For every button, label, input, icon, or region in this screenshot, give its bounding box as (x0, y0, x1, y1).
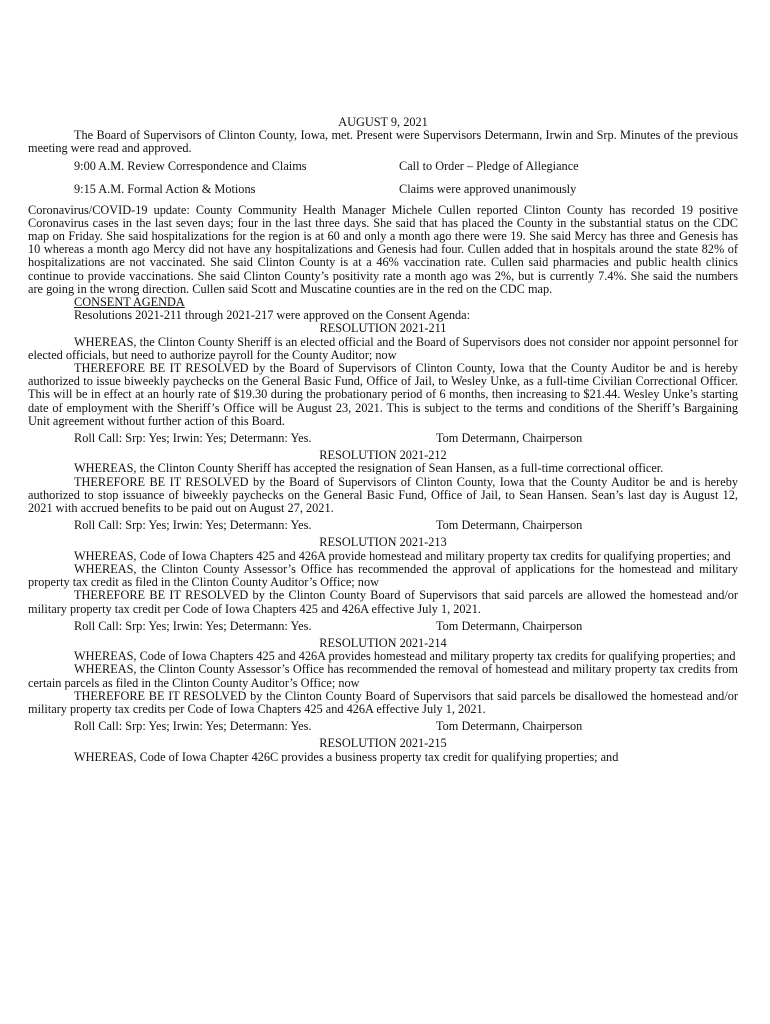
roll-call-line (28, 720, 738, 733)
resolution-paragraph: WHEREAS, the Clinton County Assessor’s Office has recommended the approval of applications for the homestead and military property tax credit as filed in the Clinton County Auditor’s Office; now (28, 561, 738, 590)
resolution-paragraph: THEREFORE BE IT RESOLVED by the Board of Supervisors of Clinton County, Iowa that the County Auditor be and is hereby authorized to stop issuance of biweekly paychecks on the General Basic Fund, Office of Jail, to Sean Hansen. Sean’s last day is August 12, 2021 with accrued benefits to be paid out on August 27, 2021. (28, 474, 738, 516)
intro-paragraph: The Board of Supervisors of Clinton County, Iowa, met. Present were Supervisors Determann, Irwin and Srp. Minutes of the previous meeting were read and approved. (28, 128, 738, 156)
resolution-paragraph: THEREFORE BE IT RESOLVED by the Board of Supervisors of Clinton County, Iowa that the County Auditor be and is hereby authorized to issue biweekly paychecks on the General Basic Fund, Office of Jail, to Wesley Unke, as a full-time Civilian Correctional Officer. This will be in effect at an hourly rate of $19.30 during the probationary period of 6 months, then increasing to $21.44. Wesley Unke’s starting date of employment with the Sheriff’s Office will be August 23, 2021. This is subject to the terms and conditions of the Sheriff’s Bargaining Unit agreement without further action of this Board. (28, 361, 738, 428)
agenda-time: 9:00 A.M. Review Correspondence and Claims (74, 158, 307, 173)
resolution-paragraph: WHEREAS, the Clinton County Assessor’s Office has recommended the removal of homestead and military property tax credits from certain parcels as filed in the Clinton County Auditor’s Office; now (28, 662, 738, 690)
chairperson: Tom Determann, Chairperson (436, 518, 583, 533)
chairperson: Tom Determann, Chairperson (436, 618, 583, 633)
minutes-body (28, 116, 738, 764)
resolution-paragraph: THEREFORE BE IT RESOLVED by the Clinton County Board of Supervisors that said parcels are allowed the homestead and/or military property tax credit per Code of Iowa Chapters 425 and 426A effective July 1, 2021. (28, 588, 738, 616)
resolution-paragraph: THEREFORE BE IT RESOLVED by the Clinton County Board of Supervisors that said parcels be disallowed the homestead and/or military property tax credits per Code of Iowa Chapters 425 and 426A effective July 1, 2021. (28, 688, 738, 716)
agenda-note: Call to Order – Pledge of Allegiance (399, 158, 579, 173)
chairperson: Tom Determann, Chairperson (436, 719, 583, 734)
resolution-title: RESOLUTION 2021-211 (319, 321, 447, 336)
roll-call: Roll Call: Srp: Yes; Irwin: Yes; Determann: Yes. (74, 618, 312, 633)
agenda-line (28, 160, 738, 179)
meeting-date: AUGUST 9, 2021 (338, 115, 428, 129)
resolution-paragraph: WHEREAS, Code of Iowa Chapter 426C provides a business property tax credit for qualifying properties; and (74, 749, 619, 764)
consent-heading-text: CONSENT AGENDA (74, 295, 185, 310)
roll-call: Roll Call: Srp: Yes; Irwin: Yes; Determann: Yes. (74, 518, 312, 533)
resolution-paragraph: WHEREAS, Code of Iowa Chapters 425 and 426A provides homestead and military property tax credits for qualifying properties; and (74, 649, 736, 664)
resolution-title: RESOLUTION 2021-214 (319, 635, 447, 650)
resolution-title: RESOLUTION 2021-213 (319, 535, 447, 550)
resolution-title: RESOLUTION 2021-215 (319, 736, 447, 751)
agenda-note: Claims were approved unanimously (399, 181, 577, 196)
resolution-paragraph: WHEREAS, the Clinton County Sheriff has accepted the resignation of Sean Hansen, as a full-time correctional officer. (74, 461, 664, 476)
covid-update-paragraph: Coronavirus/COVID-19 update: County Community Health Manager Michele Cullen reported Clinton County has recorded 19 positive Coronavirus cases in the last seven days; four in the last three days. She said that has placed the County in the substantial status on the CDC map on Friday. She said hospitalizations for the region is at 60 and only a month ago there were 19. She said Mercy has three and Genesis has 10 whereas a month ago Mercy did not have any hospitalizations and Genesis had four. Cullen added that in hospitals around the state 82% of hospitalizations are not vaccinated. She said Clinton County is at a 46% vaccination rate. Cullen said pharmacies and public health clinics continue to provide vaccinations. She said Clinton County’s positivity rate a month ago was 2%, but is currently 7.4%. She said the numbers are going in the wrong direction. Cullen said Scott and Muscatine counties are in the red on the CDC map. (28, 202, 738, 296)
agenda-line (28, 183, 738, 202)
roll-call-line (28, 620, 738, 633)
consent-agenda-text: Resolutions 2021-211 through 2021-217 were approved on the Consent Agenda: (74, 308, 471, 323)
resolution-paragraph: WHEREAS, the Clinton County Sheriff is an elected official and the Board of Supervisors does not consider nor appoint personnel for elected officials, but need to authorize payroll for the County Auditor; now (28, 334, 738, 362)
roll-call: Roll Call: Srp: Yes; Irwin: Yes; Determann: Yes. (74, 431, 312, 446)
roll-call-line (28, 432, 738, 445)
resolution-paragraph: WHEREAS, Code of Iowa Chapters 425 and 426A provide homestead and military property tax credits for qualifying properties; and (74, 548, 731, 563)
roll-call: Roll Call: Srp: Yes; Irwin: Yes; Determann: Yes. (74, 719, 312, 734)
chairperson: Tom Determann, Chairperson (436, 431, 583, 446)
resolution-title: RESOLUTION 2021-212 (319, 448, 447, 463)
agenda-time: 9:15 A.M. Formal Action & Motions (74, 181, 256, 196)
roll-call-line (28, 519, 738, 532)
